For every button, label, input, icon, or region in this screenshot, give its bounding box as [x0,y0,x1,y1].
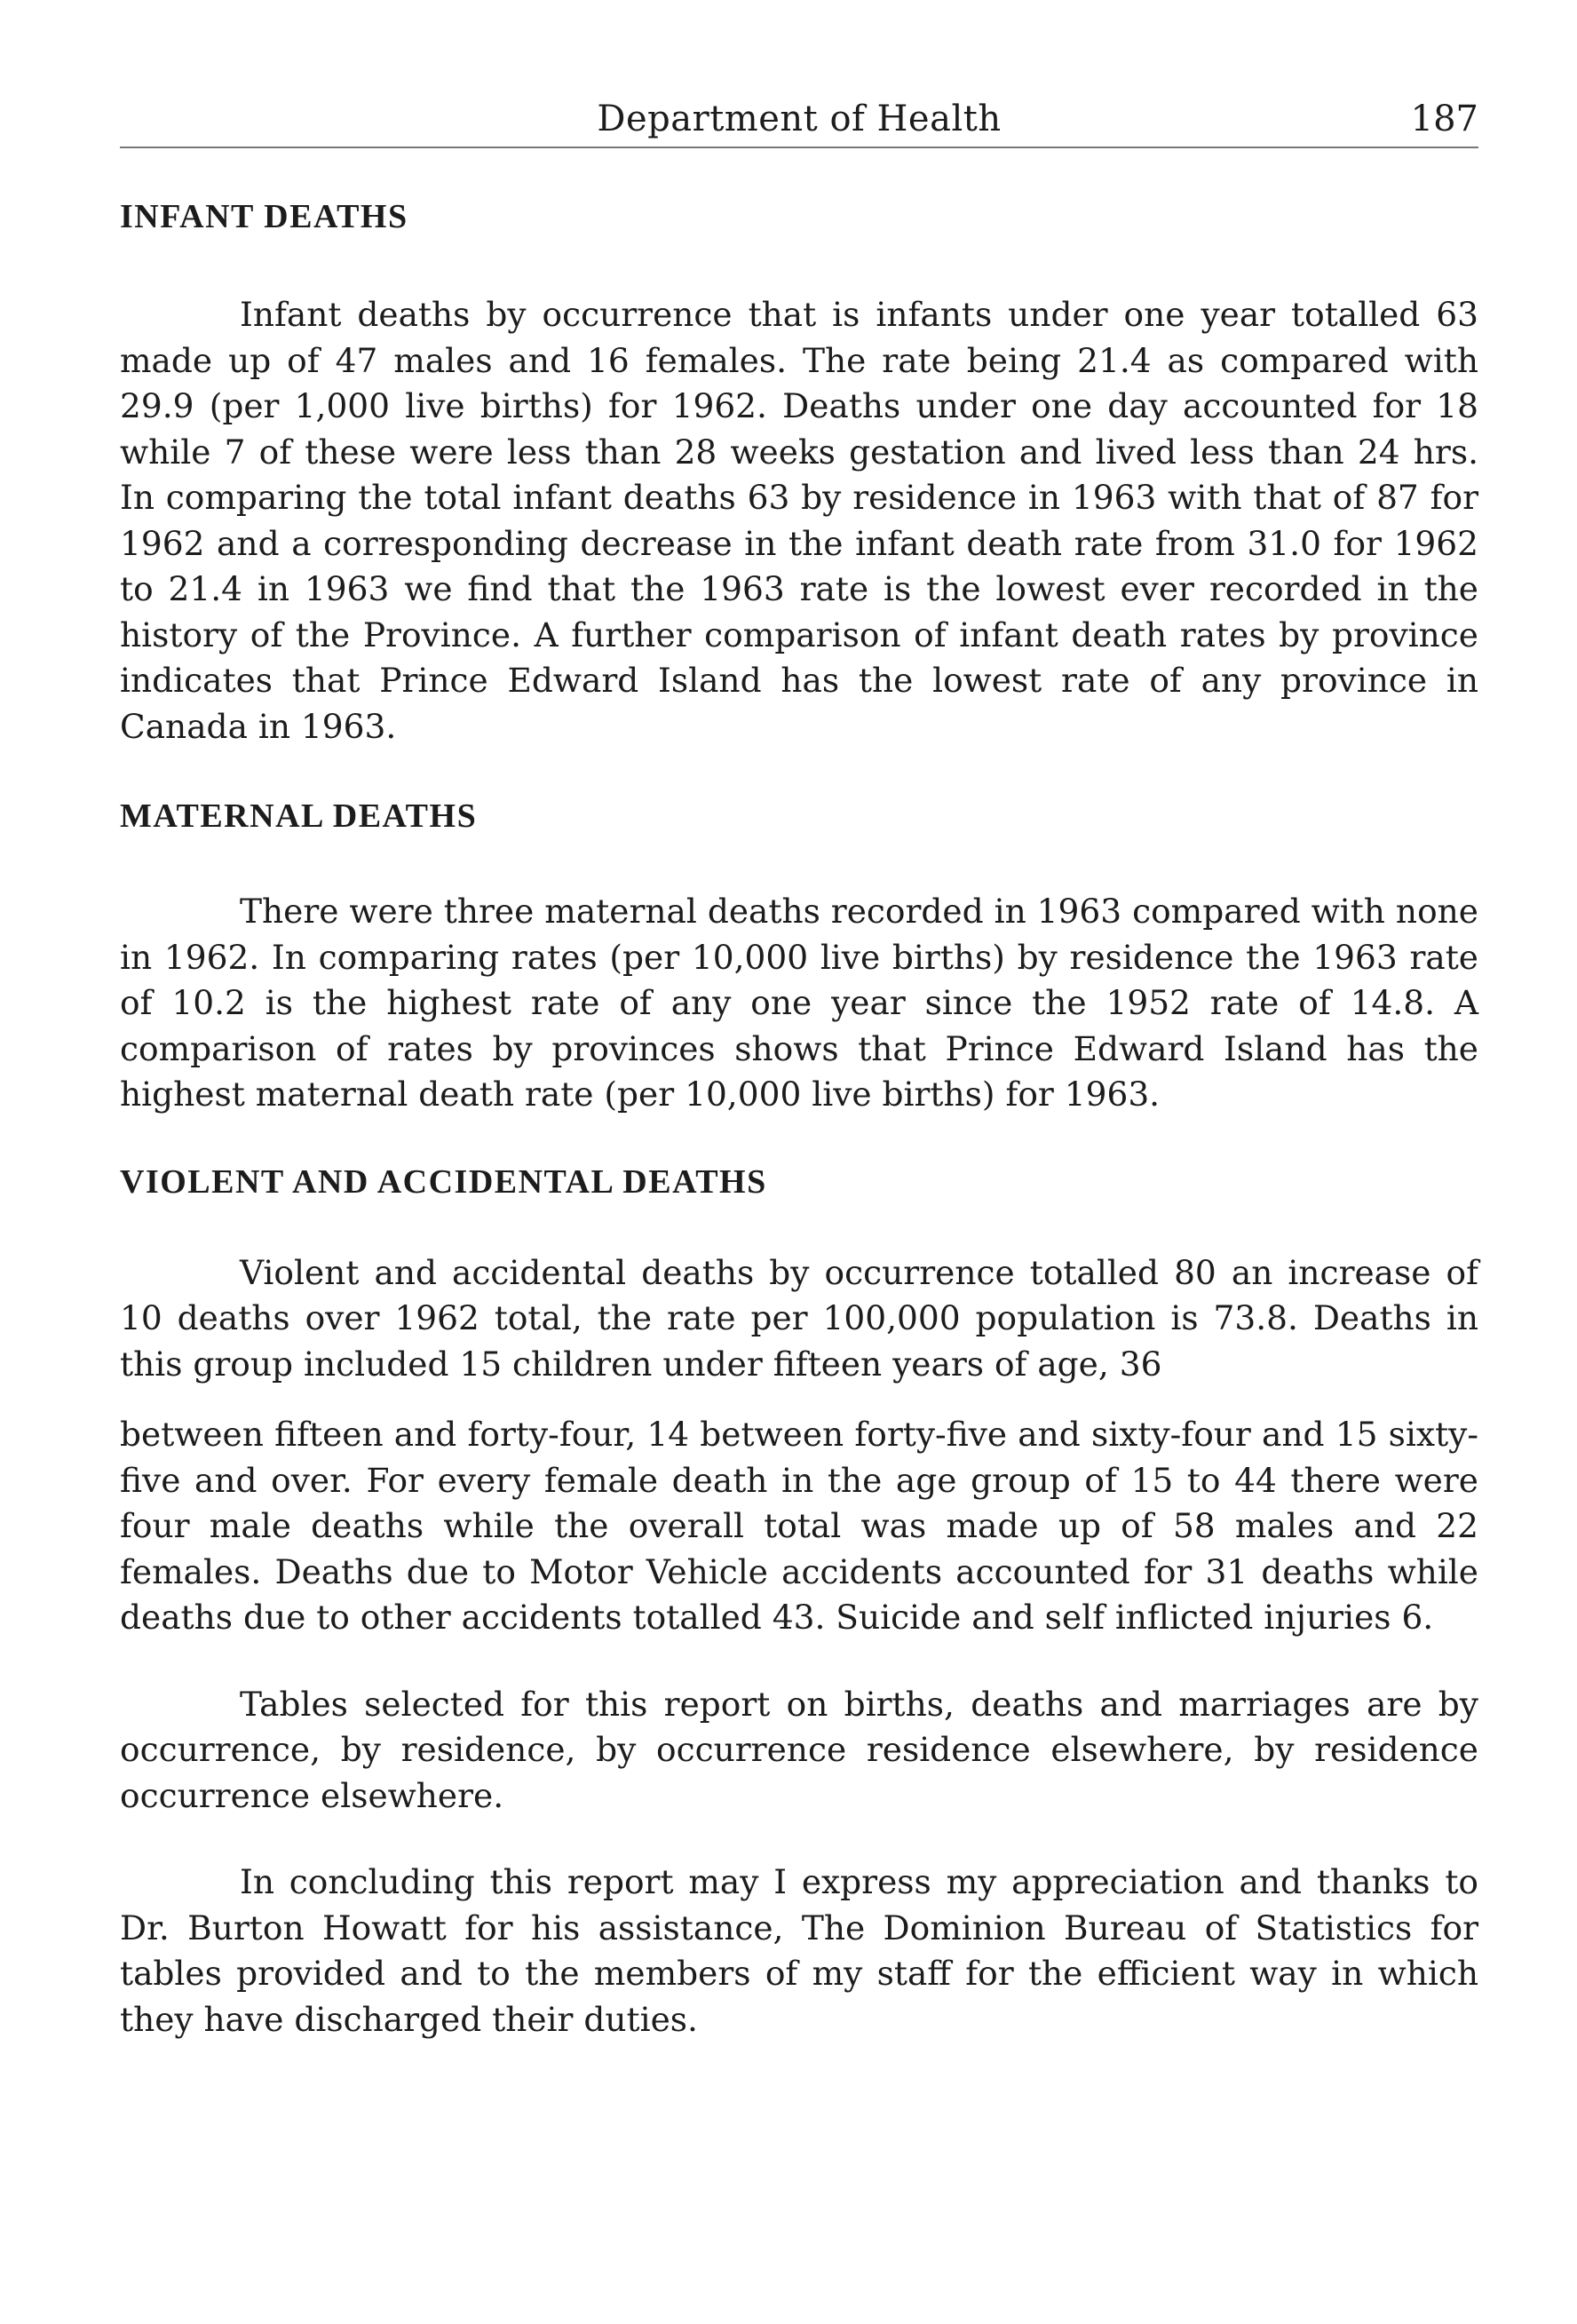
section-infant-deaths [120,197,1478,750]
running-title: Department of Health [597,99,1002,139]
section-heading: INFANT DEATHS [120,198,408,235]
body-paragraph-continued: between fifteen and forty-four, 14 between forty-five and sixty-four and 15 sixty-five and over. For every female death in the age group of 15 to 44 there were four male deaths while the overall total was made up of 58 males and 22 females. Deaths due to Motor Vehicle accidents accounted for 31 deaths while deaths due to other accidents totalled 43. Suicide and self inflicted injuries 6. [120,1415,1478,1637]
body-paragraph: Violent and accidental deaths by occurrence totalled 80 an increase of 10 deaths over 1962 total, the rate per 100,000 population is 73.8. Deaths in this group included 15 children under fifteen years of age, 36 [120,1252,1478,1384]
section-concluding [120,1860,1478,2042]
section-heading: VIOLENT AND ACCIDENTAL DEATHS [120,1162,767,1201]
section-tables-note [120,1682,1478,1820]
body-paragraph: Infant deaths by occurrence that is infants under one year totalled 63 made up of 47 males and 16 females. The rate being 21.4 as compared with 29.9 (per 1,000 live births) for 1962. Deaths under one day accounted for 18 while 7 of these were less than 28 weeks gestation and lived less than 24 hrs. In comparing the total infant deaths 63 by residence in 1963 with that of 87 for 1962 and a corresponding decrease in the infant death rate from 31.0 for 1962 to 21.4 in 1963 we find that the 1963 rate is the lowest ever recorded in the history of the Province. A further comparison of infant death rates by province indicates that Prince Edward Island has the lowest rate of any province in Canada in 1963. [120,295,1478,746]
section-heading: MATERNAL DEATHS [120,797,478,835]
document-page [120,93,1478,2042]
body-paragraph: Tables selected for this report on births, deaths and marriages are by occurrence, by residence, by occurrence residence elsewhere, by residence occurrence elsewhere. [120,1684,1478,1815]
running-header [120,93,1478,148]
page-number: 187 [1410,99,1478,139]
section-maternal-deaths [120,797,1478,1118]
section-violent-accidental-deaths [120,1162,1478,1641]
body-paragraph: In concluding this report may I express my appreciation and thanks to Dr. Burton Howatt for his assistance, The Dominion Bureau of Statistics for tables provided and to the members of my staff for the efficient way in which they have discharged their duties. [120,1862,1478,2039]
body-paragraph: There were three maternal deaths recorded in 1963 compared with none in 1962. In comparing rates (per 10,000 live births) by residence the 1963 rate of 10.2 is the highest rate of any one year since the 1952 rate of 14.8. A comparison of rates by provinces shows that Prince Edward Island has the highest maternal death rate (per 10,000 live births) for 1963. [120,892,1478,1114]
